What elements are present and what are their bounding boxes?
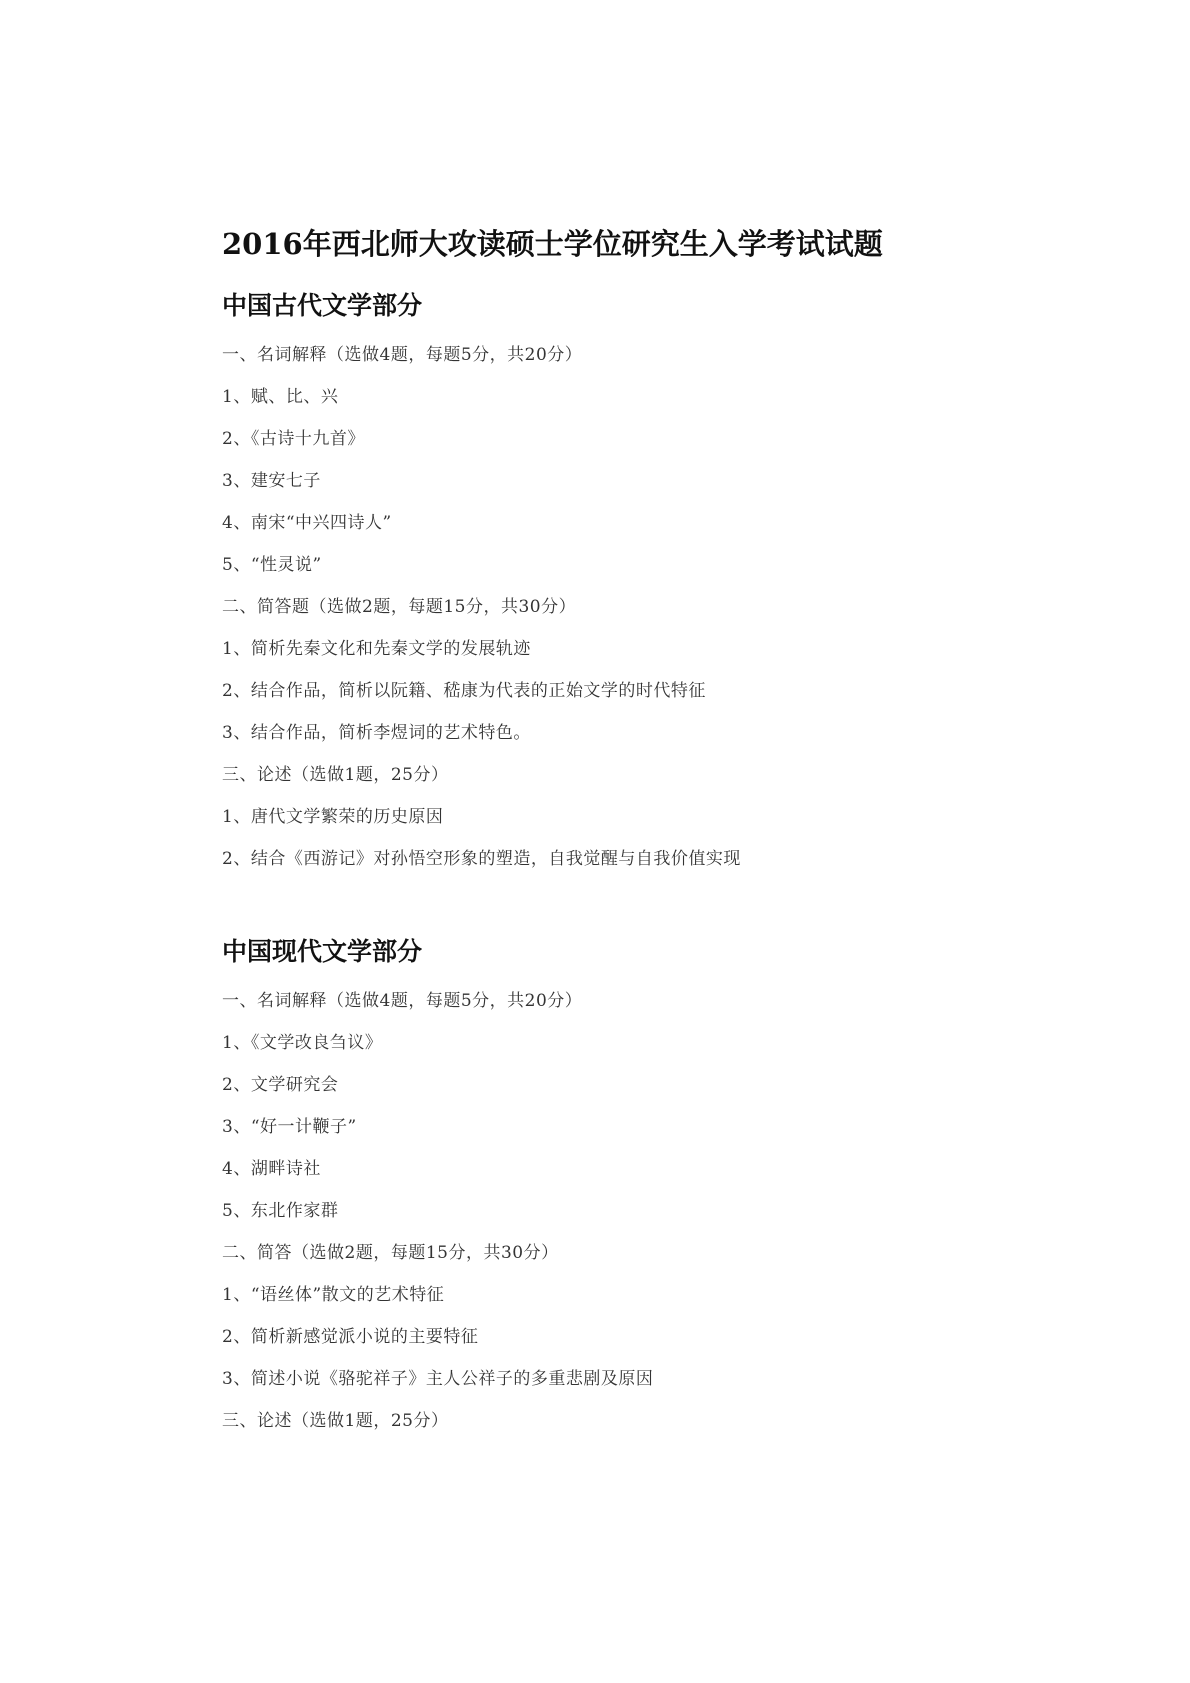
- watermark: [405, 453, 885, 1068]
- question-item: 2、结合作品，简析以阮籍、嵇康为代表的正始文学的时代特征: [222, 681, 706, 701]
- question-heading: 一、名词解释（选做4题，每题5分，共20分）: [222, 345, 583, 365]
- question-item: 1、唐代文学繁荣的历史原因: [222, 807, 444, 827]
- question-item: 5、东北作家群: [222, 1201, 339, 1221]
- question-item: 1、“语丝体”散文的艺术特征: [222, 1285, 445, 1305]
- question-heading: 二、简答（选做2题，每题15分，共30分）: [222, 1243, 559, 1263]
- exam-title: 2016年西北师大攻读硕士学位研究生入学考试试题: [222, 227, 883, 261]
- question-item: 1、简析先秦文化和先秦文学的发展轨迹: [222, 639, 531, 659]
- question-item: 3、结合作品，简析李煜词的艺术特色。: [222, 723, 531, 743]
- question-item: 2、简析新感觉派小说的主要特征: [222, 1327, 479, 1347]
- question-heading: 二、简答题（选做2题，每题15分，共30分）: [222, 597, 577, 617]
- question-item: 1、《文学改良刍议》: [222, 1033, 383, 1053]
- question-item: 2、文学研究会: [222, 1075, 339, 1095]
- question-item: 4、湖畔诗社: [222, 1159, 321, 1179]
- section-heading-modern: 中国现代文学部分: [222, 937, 423, 966]
- question-item: 1、赋、比、兴: [222, 387, 339, 407]
- question-heading: 三、论述（选做1题，25分）: [222, 765, 449, 785]
- question-item: 2、《古诗十九首》: [222, 429, 365, 449]
- section-heading-ancient: 中国古代文学部分: [222, 291, 423, 320]
- question-item: 4、南宋“中兴四诗人”: [222, 513, 392, 533]
- question-item: 3、建安七子: [222, 471, 321, 491]
- question-heading: 一、名词解释（选做4题，每题5分，共20分）: [222, 991, 583, 1011]
- question-heading: 三、论述（选做1题，25分）: [222, 1411, 449, 1431]
- question-item: 3、“好一计鞭子”: [222, 1117, 357, 1137]
- question-item: 3、简述小说《骆驼祥子》主人公祥子的多重悲剧及原因: [222, 1369, 654, 1389]
- question-item: 5、“性灵说”: [222, 555, 322, 575]
- question-item: 2、结合《西游记》对孙悟空形象的塑造，自我觉醒与自我价值实现: [222, 849, 741, 869]
